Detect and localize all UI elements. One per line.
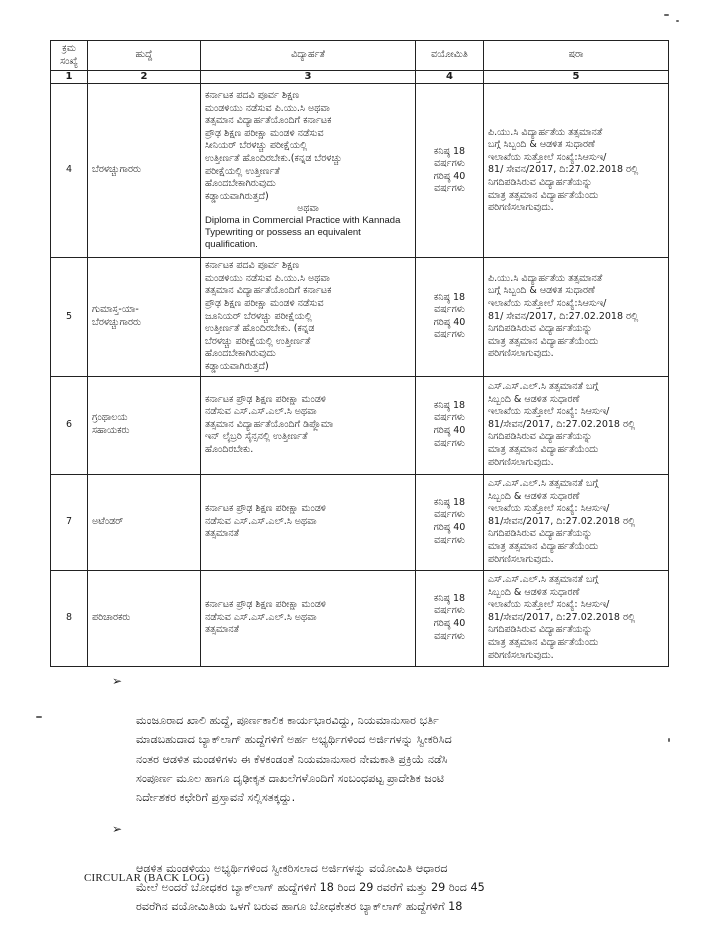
remarks: ಪಿ.ಯು.ಸಿ ವಿದ್ಯಾರ್ಹತೆಯ ತತ್ಸಮಾನತೆ ಬಗ್ಗೆ ಸಿಬ್ಬಂದಿ & ಆಡಳಿತ ಸುಧಾರಣೆ ಇಲಾಖೆಯ ಸುತ್ತೋಲೆ ಸಂಖ್ಯೆ:ಸಿಆಸುಇ/ 81/ ಸೇವನ/2017, ದಿ:27.02.2018 ರಲ್ಲಿ ನಿಗದಿಪಡಿಸಿರುವ ವಿದ್ಯಾರ್ಹತೆಯನ್ನು ಮಾತ್ರ ತತ್ಸಮಾನ ವಿದ್ಯಾರ್ಹತೆಯೆಂದು ಪರಿಗಣಿಸಲಾಗುವುದು. — [484, 84, 669, 258]
table-row — [51, 84, 669, 258]
column-number-row — [51, 71, 669, 84]
header-serial: ಕ್ರಮ ಸಂಖ್ಯೆ — [51, 41, 88, 71]
age-limit: ಕನಿಷ್ಠ 18 ವರ್ಷಗಳು ಗರಿಷ್ಠ 40 ವರ್ಷಗಳು — [416, 258, 484, 376]
qualification-text: ಕರ್ನಾಟಕ ಪದವಿ ಪೂರ್ವ ಶಿಕ್ಷಣ ಮಂಡಳಿಯು ನಡೆಸುವ ಪಿ.ಯು.ಸಿ ಅಥವಾ ತತ್ಸಮಾನ ವಿದ್ಯಾರ್ಹತೆಯೊಂದಿಗೆ ಕರ್ನಾಟಕ ಪ್ರೌಢ ಶಿಕ್ಷಣ ಪರೀಕ್ಷಾ ಮಂಡಳಿ ನಡೆಸುವ ಜೂನಿಯರ್ ಬೆರಳಚ್ಚು ಪರೀಕ್ಷೆಯಲ್ಲಿ ಉತ್ತೀರ್ಣತೆ ಹೊಂದಿರಬೇಕು. (ಕನ್ನಡ ಬೆರಳಚ್ಚು ಪರೀಕ್ಷೆಯಲ್ಲಿ ಉತ್ತೀರ್ಣತೆ ಹೊಂದಬೇಕಾಗಿರುವುದು ಕಡ್ಡಾಯವಾಗಿರುತ್ತದೆ) — [205, 260, 332, 372]
post-name: ಅಟೆಂಡರ್ — [88, 474, 201, 570]
bullet-arrow-icon: ➢ — [112, 674, 123, 688]
header-qualification: ವಿದ್ಯಾರ್ಹತೆ — [201, 41, 416, 71]
instruction-item — [112, 672, 652, 808]
scan-speck — [664, 14, 669, 16]
header-remarks: ಷರಾ — [484, 41, 669, 71]
qualification-text: ಕರ್ನಾಟಕ ಪದವಿ ಪೂರ್ವ ಶಿಕ್ಷಣ ಮಂಡಳಿಯು ನಡೆಸುವ ಪಿ.ಯು.ಸಿ ಅಥವಾ ತತ್ಸಮಾನ ವಿದ್ಯಾರ್ಹತೆಯೊಂದಿಗೆ ಕರ್ನಾಟಕ ಪ್ರೌಢ ಶಿಕ್ಷಣ ಪರೀಕ್ಷಾ ಮಂಡಳಿ ನಡೆಸುವ ಸೀನಿಯರ್ ಬೆರಳಚ್ಚು ಪರೀಕ್ಷೆಯಲ್ಲಿ ಉತ್ತೀರ್ಣತೆ ಹೊಂದಿರಬೇಕು.(ಕನ್ನಡ ಬೆರಳಚ್ಚು ಪರೀಕ್ಷೆಯಲ್ಲಿ ಉತ್ತೀರ್ಣತೆ ಹೊಂದಬೇಕಾಗಿರುವುದು ಕಡ್ಡಾಯವಾಗಿರುತ್ತದೆ) — [205, 90, 342, 202]
column-number: 2 — [88, 71, 201, 84]
table-row — [51, 258, 669, 376]
backlog-posts-table — [50, 40, 669, 667]
post-name: ಬೆರಳಚ್ಚುಗಾರರು — [88, 84, 201, 258]
column-number: 3 — [201, 71, 416, 84]
column-number: 5 — [484, 71, 669, 84]
age-limit: ಕನಿಷ್ಠ 18 ವರ್ಷಗಳು ಗರಿಷ್ಠ 40 ವರ್ಷಗಳು — [416, 376, 484, 474]
qualification-text: ಕರ್ನಾಟಕ ಪ್ರೌಢ ಶಿಕ್ಷಣ ಪರೀಕ್ಷಾ ಮಂಡಳಿ ನಡೆಸುವ ಎಸ್.ಎಸ್.ಎಲ್.ಸಿ ಅಥವಾ ತತ್ಸಮಾನತೆ — [205, 599, 326, 636]
age-limit: ಕನಿಷ್ಠ 18 ವರ್ಷಗಳು ಗರಿಷ್ಠ 40 ವರ್ಷಗಳು — [416, 474, 484, 570]
instruction-text: ಆಡಳಿತ ಮಂಡಳಿಯು ಅಭ್ಯರ್ಥಿಗಳಿಂದ ಸ್ವೀಕರಿಸಲಾದ ಅರ್ಜಿಗಳನ್ನು ವಯೋಮಿತಿ ಆಧಾರದ ಮೇಲೆ ಅಂದರೆ ಬೋಧಕರ ಬ್ಯಾಕ್‌ಲಾಗ್ ಹುದ್ದೆಗಳಿಗೆ 18 ರಿಂದ 29 ರವರೆಗೆ ಮತ್ತು 29 ರಿಂದ 45 ರವರೆಗಿನ ವಯೋಮಿತಿಯ ಒಳಗೆ ಬರುವ ಹಾಗೂ ಬೋಧಕೇತರ ಬ್ಯಾಕ್‌ಲಾಗ್ ಹುದ್ದೆಗಳಿಗೆ 18 — [136, 861, 485, 914]
column-number: 4 — [416, 71, 484, 84]
post-name: ಗ್ರಂಥಾಲಯ ಸಹಾಯಕರು — [88, 376, 201, 474]
serial-number: 4 — [51, 84, 88, 258]
instruction-item — [112, 820, 652, 917]
qualification-cell — [201, 376, 416, 474]
remarks: ಎಸ್.ಎಸ್.ಎಲ್.ಸಿ ತತ್ಸಮಾನತೆ ಬಗ್ಗೆ ಸಿಬ್ಬಂದಿ & ಆಡಳಿತ ಸುಧಾರಣೆ ಇಲಾಖೆಯ ಸುತ್ತೋಲೆ ಸಂಖ್ಯೆ: ಸಿಆಸುಇ/ 81/ಸೇವನ/2017, ದಿ:27.02.2018 ರಲ್ಲಿ ನಿಗದಿಪಡಿಸಿರುವ ವಿದ್ಯಾರ್ಹತೆಯನ್ನು ಮಾತ್ರ ತತ್ಸಮಾನ ವಿದ್ಯಾರ್ಹತೆಯೆಂದು ಪರಿಗಣಿಸಲಾಗುವುದು. — [484, 474, 669, 570]
remarks: ಎಸ್.ಎಸ್.ಎಲ್.ಸಿ ತತ್ಸಮಾನತೆ ಬಗ್ಗೆ ಸಿಬ್ಬಂದಿ & ಆಡಳಿತ ಸುಧಾರಣೆ ಇಲಾಖೆಯ ಸುತ್ತೋಲೆ ಸಂಖ್ಯೆ: ಸಿಆಸುಇ/ 81/ಸೇವನ/2017, ದಿ:27.02.2018 ರಲ್ಲಿ ನಿಗದಿಪಡಿಸಿರುವ ವಿದ್ಯಾರ್ಹತೆಯನ್ನು ಮಾತ್ರ ತತ್ಸಮಾನ ವಿದ್ಯಾರ್ಹತೆಯೆಂದು ಪರಿಗಣಿಸಲಾಗುವುದು. — [484, 570, 669, 666]
instructions-list — [112, 672, 652, 929]
qualification-cell — [201, 570, 416, 666]
scan-speck — [36, 716, 42, 718]
scan-speck — [668, 738, 670, 742]
post-name: ಗುಮಾಸ್ತ-ಯಾ- ಬೆರಳಚ್ಚುಗಾರರು — [88, 258, 201, 376]
serial-number: 6 — [51, 376, 88, 474]
bullet-arrow-icon: ➢ — [112, 821, 123, 836]
serial-number: 7 — [51, 474, 88, 570]
document-footer: CIRCULAR (BACK LOG) — [84, 872, 210, 884]
remarks: ಎಸ್.ಎಸ್.ಎಲ್.ಸಿ ತತ್ಸಮಾನತೆ ಬಗ್ಗೆ ಸಿಬ್ಬಂದಿ & ಆಡಳಿತ ಸುಧಾರಣೆ ಇಲಾಖೆಯ ಸುತ್ತೋಲೆ ಸಂಖ್ಯೆ: ಸಿಆಸುಇ/ 81/ಸೇವನ/2017, ದಿ:27.02.2018 ರಲ್ಲಿ ನಿಗದಿಪಡಿಸಿರುವ ವಿದ್ಯಾರ್ಹತೆಯನ್ನು ಮಾತ್ರ ತತ್ಸಮಾನ ವಿದ್ಯಾರ್ಹತೆಯೆಂದು ಪರಿಗಣಿಸಲಾಗುವುದು. — [484, 376, 669, 474]
qualification-cell — [201, 258, 416, 376]
qualification-or: ಅಥವಾ — [297, 203, 319, 215]
serial-number: 8 — [51, 570, 88, 666]
age-limit: ಕನಿಷ್ಠ 18 ವರ್ಷಗಳು ಗರಿಷ್ಠ 40 ವರ್ಷಗಳು — [416, 84, 484, 258]
column-number: 1 — [51, 71, 88, 84]
age-limit: ಕನಿಷ್ಠ 18 ವರ್ಷಗಳು ಗರಿಷ್ಠ 40 ವರ್ಷಗಳು — [416, 570, 484, 666]
qualification-text: ಕರ್ನಾಟಕ ಪ್ರೌಢ ಶಿಕ್ಷಣ ಪರೀಕ್ಷಾ ಮಂಡಳಿ ನಡೆಸುವ ಎಸ್.ಎಸ್.ಎಲ್.ಸಿ ಅಥವಾ ತತ್ಸಮಾನ ವಿದ್ಯಾರ್ಹತೆಯೊಂದಿಗೆ ಡಿಪ್ಲೊಮಾ ಇನ್ ಲೈಬ್ರರಿ ಸೈನ್ಸನಲ್ಲಿ ಉತ್ತೀರ್ಣತೆ ಹೊಂದಿರಬೇಕು. — [205, 393, 334, 455]
table-row — [51, 376, 669, 474]
qualification-cell — [201, 84, 416, 258]
qualification-text: ಕರ್ನಾಟಕ ಪ್ರೌಢ ಶಿಕ್ಷಣ ಪರೀಕ್ಷಾ ಮಂಡಳಿ ನಡೆಸುವ ಎಸ್.ಎಸ್.ಎಲ್.ಸಿ ಅಥವಾ ತತ್ಸಮಾನತೆ — [205, 503, 326, 540]
remarks: ಪಿ.ಯು.ಸಿ ವಿದ್ಯಾರ್ಹತೆಯ ತತ್ಸಮಾನತೆ ಬಗ್ಗೆ ಸಿಬ್ಬಂದಿ & ಆಡಳಿತ ಸುಧಾರಣೆ ಇಲಾಖೆಯ ಸುತ್ತೋಲೆ ಸಂಖ್ಯೆ:ಸಿಆಸುಇ/ 81/ ಸೇವನ/2017, ದಿ:27.02.2018 ರಲ್ಲಿ ನಿಗದಿಪಡಿಸಿರುವ ವಿದ್ಯಾರ್ಹತೆಯನ್ನು ಮಾತ್ರ ತತ್ಸಮಾನ ವಿದ್ಯಾರ್ಹತೆಯೆಂದು ಪರಿಗಣಿಸಲಾಗುವುದು. — [484, 258, 669, 376]
serial-number: 5 — [51, 258, 88, 376]
header-age-limit: ವಯೋಮಿತಿ — [416, 41, 484, 71]
instruction-text: ಮಂಜೂರಾದ ಖಾಲಿ ಹುದ್ದೆ, ಪೂರ್ಣಕಾಲಿಕ ಕಾರ್ಯಭಾರವಿದ್ದು, ನಿಯಮಾನುಸಾರ ಭರ್ತಿ ಮಾಡಬಹುದಾದ ಬ್ಯಾಕ್‌ಲಾಗ್ ಹುದ್ದೆಗಳಿಗೆ ಅರ್ಹ ಅಭ್ಯರ್ಥಿಗಳಿಂದ ಅರ್ಜಿಗಳನ್ನು ಸ್ವೀಕರಿಸಿದ ನಂತರ ಆಡಳಿತ ಮಂಡಳಿಗಳು ಈ ಕೆಳಕಂಡಂತೆ ನಿಯಮಾನುಸಾರ ನೇಮಕಾತಿ ಪ್ರಕ್ರಿಯೆ ನಡೆಸಿ ಸಂಪೂರ್ಣ ಮೂಲ ಹಾಗೂ ದೃಢೀಕೃತ ದಾಖಲೆಗಳೊಂದಿಗೆ ಸಂಬಂಧಪಟ್ಟ ಪ್ರಾದೇಶಿಕ ಜಂಟಿ ನಿರ್ದೇಶಕರ ಕಛೇರಿಗೆ ಪ್ರಸ್ತಾವನೆ ಸಲ್ಲಿಸತಕ್ಕದ್ದು. — [136, 713, 452, 805]
table-header-row — [51, 41, 669, 71]
header-post: ಹುದ್ದೆ — [88, 41, 201, 71]
qualification-english: Diploma in Commercial Practice with Kannada Typewriting or possess an equivalent qualification. — [205, 215, 401, 251]
post-name: ಪರಿಚಾರಕರು — [88, 570, 201, 666]
qualification-cell — [201, 474, 416, 570]
scan-speck — [676, 20, 679, 22]
table-row — [51, 474, 669, 570]
table-row — [51, 570, 669, 666]
